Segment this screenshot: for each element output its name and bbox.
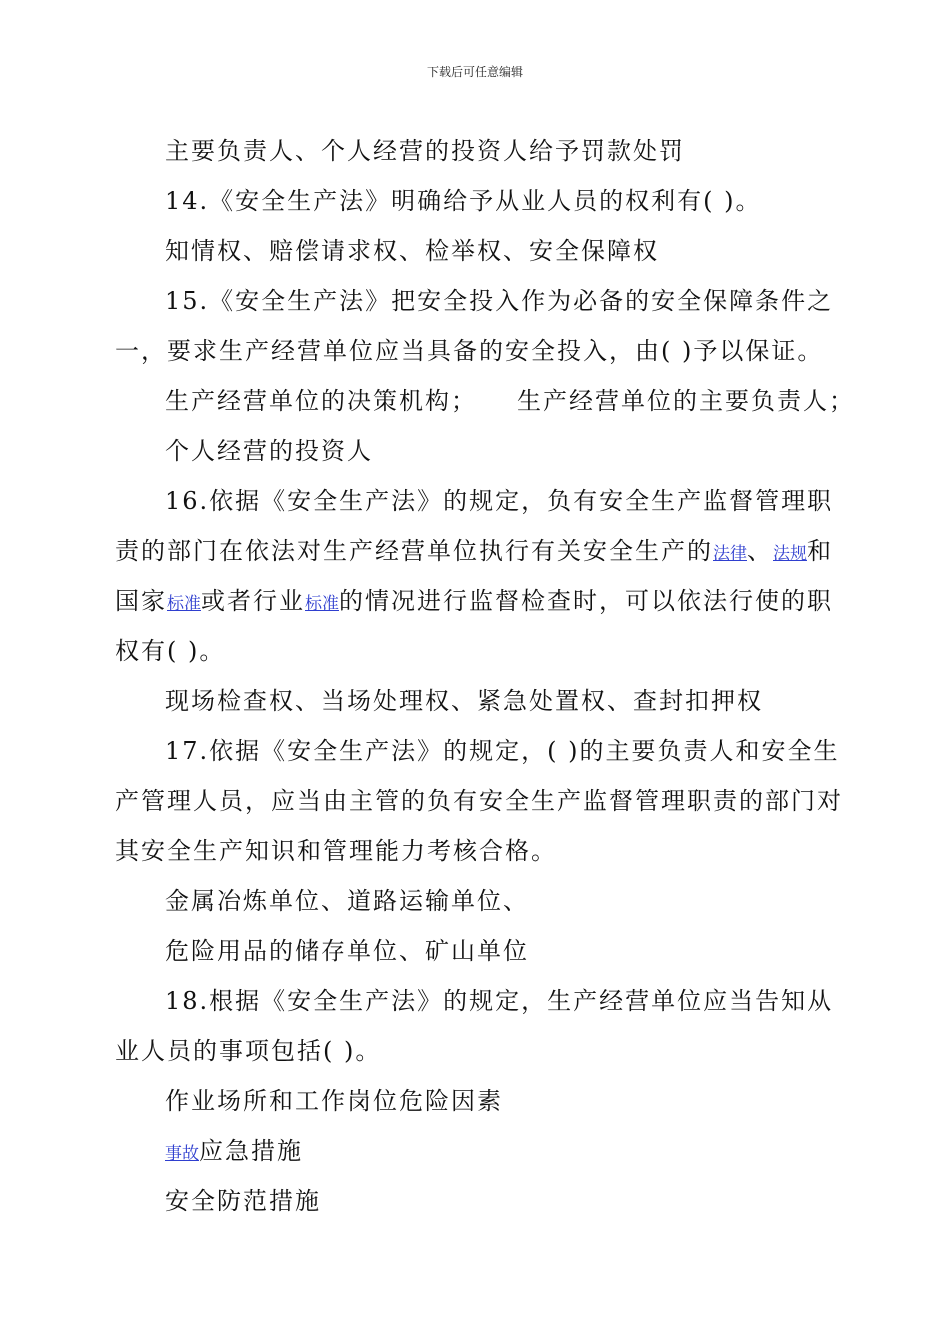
- law-link[interactable]: 法律: [713, 544, 747, 564]
- question-16-line-2: [115, 535, 840, 570]
- text-span: 或者行业: [201, 587, 305, 615]
- page-header: 下载后可任意编辑: [426, 65, 523, 79]
- regulation-link[interactable]: 法规: [773, 544, 807, 564]
- answer-18-line-3: 安全防范措施: [165, 1187, 321, 1215]
- question-15-line-1: 15.《安全生产法》把安全投入作为必备的安全保障条件之: [165, 287, 834, 315]
- answer-15-option-a: 生产经营单位的决策机构；: [165, 387, 477, 415]
- question-18-line-2: 业人员的事项包括( )。: [115, 1037, 382, 1065]
- standard-link-2[interactable]: 标准: [305, 594, 339, 614]
- question-14: 14.《安全生产法》明确给予从业人员的权利有( )。: [165, 187, 762, 215]
- question-17-line-1: 17.依据《安全生产法》的规定，( )的主要负责人和安全生: [165, 737, 840, 765]
- question-16-line-1: 16.依据《安全生产法》的规定，负有安全生产监督管理职: [165, 487, 834, 515]
- text-span: 、: [747, 537, 773, 565]
- text-line: 主要负责人、个人经营的投资人给予罚款处罚: [165, 137, 685, 165]
- answer-17-line-1: 金属冶炼单位、道路运输单位、: [165, 887, 529, 915]
- question-16-line-3: [115, 585, 840, 620]
- text-span: 责的部门在依法对生产经营单位执行有关安全生产的: [115, 537, 713, 565]
- answer-14: 知情权、赔偿请求权、检举权、安全保障权: [165, 237, 659, 265]
- answer-16: 现场检查权、当场处理权、紧急处置权、查封扣押权: [165, 687, 763, 715]
- standard-link-1[interactable]: 标准: [167, 594, 201, 614]
- text-span: 的情况进行监督检查时，可以依法行使的职: [339, 587, 833, 615]
- text-span: 国家: [115, 587, 167, 615]
- answer-18-line-1: 作业场所和工作岗位危险因素: [165, 1087, 503, 1115]
- accident-link[interactable]: 事故: [165, 1144, 199, 1164]
- text-span: 应急措施: [199, 1137, 303, 1165]
- question-17-line-3: 其安全生产知识和管理能力考核合格。: [115, 837, 557, 865]
- question-16-line-4: 权有( )。: [115, 637, 226, 665]
- text-span: 和: [807, 537, 833, 565]
- answer-15-line-1: [165, 385, 855, 417]
- question-18-line-1: 18.根据《安全生产法》的规定，生产经营单位应当告知从: [165, 987, 834, 1015]
- answer-18-line-2: [165, 1135, 840, 1170]
- answer-17-line-2: 危险用品的储存单位、矿山单位: [165, 937, 529, 965]
- question-15-line-2: 一，要求生产经营单位应当具备的安全投入，由( )予以保证。: [115, 337, 824, 365]
- answer-15-option-b: 生产经营单位的主要负责人；: [517, 387, 855, 415]
- answer-15-line-2: 个人经营的投资人: [165, 437, 373, 465]
- question-17-line-2: 产管理人员，应当由主管的负有安全生产监督管理职责的部门对: [115, 787, 843, 815]
